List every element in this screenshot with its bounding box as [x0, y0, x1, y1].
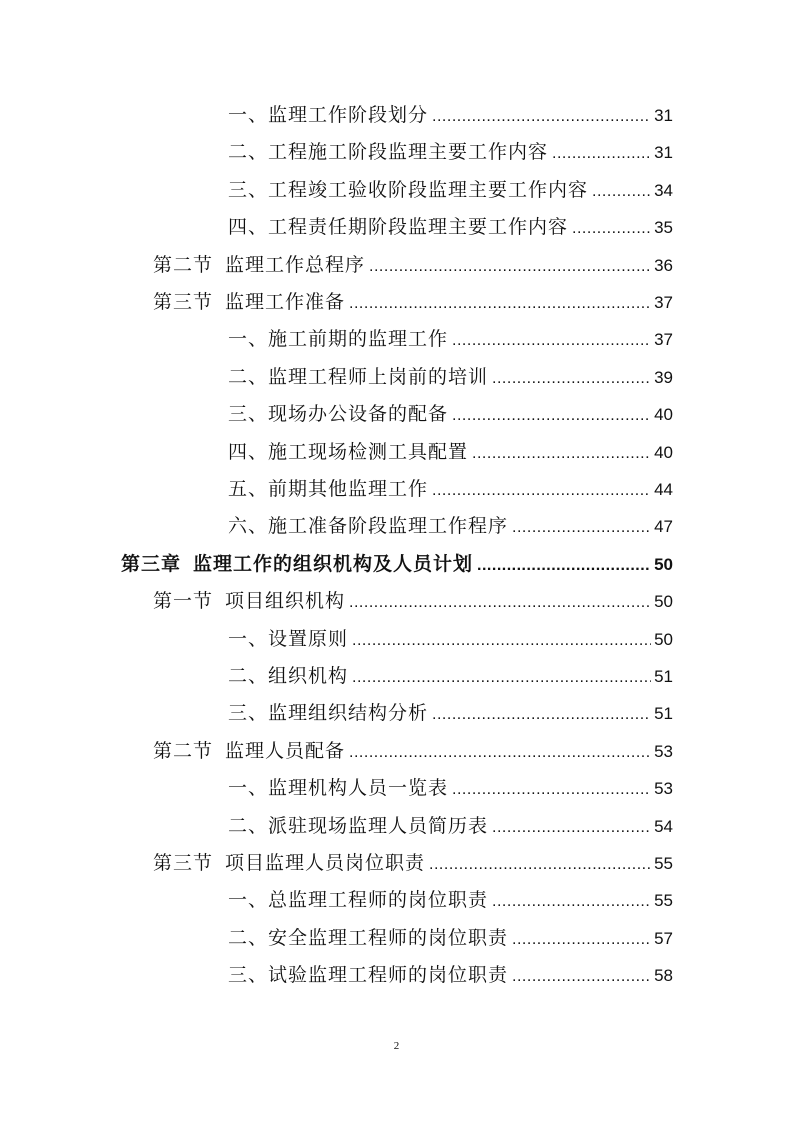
toc-leader-dots	[432, 476, 651, 506]
toc-entry[interactable]	[228, 885, 673, 915]
toc-entry-page: 53	[654, 742, 673, 761]
toc-leader-dots	[452, 401, 651, 431]
toc-entry[interactable]	[228, 175, 673, 205]
toc-entry[interactable]	[153, 586, 673, 616]
toc-entry[interactable]	[228, 923, 673, 953]
toc-leader-dots	[472, 439, 651, 469]
toc-entry-page: 55	[654, 891, 673, 910]
toc-entry-number: 三、	[228, 702, 269, 724]
toc-entry-text: 施工前期的监理工作	[268, 328, 449, 350]
toc-entry-number: 一、	[228, 328, 269, 350]
page-number: 2	[393, 1040, 400, 1052]
toc-entry[interactable]	[228, 773, 673, 803]
toc-entry-text: 施工现场检测工具配置	[268, 441, 469, 463]
toc-entry-number: 一、	[228, 889, 269, 911]
toc-entry-page: 36	[654, 256, 673, 275]
toc-leader-dots	[592, 177, 651, 207]
toc-entry-number: 一、	[228, 104, 269, 126]
toc-entry-text: 组织机构	[268, 665, 349, 687]
toc-leader-dots	[492, 813, 651, 843]
toc-entry-text: 派驻现场监理人员简历表	[268, 815, 489, 837]
toc-entry-title	[228, 511, 508, 541]
toc-leader-dots	[352, 626, 651, 656]
toc-leader-dots	[432, 700, 651, 730]
toc-leader-dots	[349, 289, 651, 319]
toc-entry-number: 二、	[228, 366, 269, 388]
toc-entry-number: 三、	[228, 964, 269, 986]
toc-entry-number: 一、	[228, 777, 269, 799]
toc-leader-dots	[349, 588, 651, 618]
toc-leader-dots	[429, 850, 651, 880]
toc-entry[interactable]	[228, 324, 673, 354]
toc-entry-number: 第三节	[153, 852, 214, 874]
toc-entry-title	[228, 698, 428, 728]
toc-entry[interactable]	[228, 511, 673, 541]
toc-entry-text: 总监理工程师的岗位职责	[268, 889, 489, 911]
toc-entry-text: 监理工作准备	[225, 291, 346, 313]
toc-leader-dots	[452, 326, 651, 356]
toc-entry-number: 二、	[228, 665, 269, 687]
toc-entry[interactable]	[153, 250, 673, 280]
toc-entry-text: 安全监理工程师的岗位职责	[268, 927, 509, 949]
toc-entry-page: 31	[654, 106, 673, 125]
toc-entry-text: 监理人员配备	[225, 740, 346, 762]
toc-entry-text: 监理工作总程序	[225, 254, 366, 276]
toc-entry-title	[228, 212, 568, 242]
toc-entry-number: 六、	[228, 515, 269, 537]
toc-entry-title	[228, 923, 508, 953]
toc-leader-dots	[477, 551, 651, 581]
toc-entry-page: 31	[654, 143, 673, 162]
toc-entry-page: 40	[654, 405, 673, 424]
toc-entry-page: 58	[654, 966, 673, 985]
toc-entry-number: 五、	[228, 478, 269, 500]
toc-entry-page: 37	[654, 293, 673, 312]
toc-entry[interactable]	[228, 624, 673, 654]
toc-entry-title	[153, 586, 345, 616]
toc-entry-text: 项目监理人员岗位职责	[225, 852, 426, 874]
toc-entry-title	[153, 848, 425, 878]
toc-entry-text: 现场办公设备的配备	[268, 403, 449, 425]
toc-entry-page: 51	[654, 667, 673, 686]
toc-entry-page: 37	[654, 330, 673, 349]
toc-entry-title	[153, 250, 365, 280]
toc-entry[interactable]	[228, 100, 673, 130]
toc-entry-page: 50	[654, 630, 673, 649]
toc-entry-title	[228, 624, 348, 654]
toc-entry-title	[121, 549, 473, 579]
toc-entry-number: 三、	[228, 179, 269, 201]
toc-entry-text: 试验监理工程师的岗位职责	[268, 964, 509, 986]
toc-entry-text: 监理工作阶段划分	[268, 104, 429, 126]
toc-entry-page: 55	[654, 854, 673, 873]
toc-entry[interactable]	[228, 811, 673, 841]
toc-entry-text: 项目组织机构	[225, 590, 346, 612]
toc-leader-dots	[369, 252, 651, 282]
toc-entry-number: 第一节	[153, 590, 214, 612]
toc-entry[interactable]	[228, 698, 673, 728]
toc-entry-title	[228, 960, 508, 990]
toc-entry-number: 四、	[228, 441, 269, 463]
toc-leader-dots	[452, 775, 651, 805]
toc-entry-text: 监理工程师上岗前的培训	[268, 366, 489, 388]
toc-entry-text: 设置原则	[268, 628, 349, 650]
toc-entry[interactable]	[228, 212, 673, 242]
toc-entry-title	[153, 736, 345, 766]
toc-entry-number: 一、	[228, 628, 269, 650]
toc-entry-number: 二、	[228, 815, 269, 837]
toc-entry-number: 二、	[228, 927, 269, 949]
toc-entry[interactable]	[228, 437, 673, 467]
toc-entry-page: 53	[654, 779, 673, 798]
toc-entry-page: 35	[654, 218, 673, 237]
toc-entry[interactable]	[228, 137, 673, 167]
toc-entry-number: 第二节	[153, 254, 214, 276]
toc-entry-text: 工程责任期阶段监理主要工作内容	[268, 216, 569, 238]
toc-leader-dots	[552, 139, 651, 169]
toc-entry-number: 第二节	[153, 740, 214, 762]
toc-entry[interactable]	[121, 549, 673, 579]
toc-entry-number: 第三节	[153, 291, 214, 313]
toc-leader-dots	[512, 962, 651, 992]
toc-leader-dots	[432, 102, 651, 132]
toc-entry[interactable]	[153, 848, 673, 878]
toc-entry[interactable]	[228, 661, 673, 691]
toc-entry[interactable]	[228, 362, 673, 392]
toc-entry[interactable]	[228, 960, 673, 990]
toc-entry[interactable]	[228, 399, 673, 429]
toc-entry-title	[228, 175, 588, 205]
toc-entry-title	[228, 811, 488, 841]
toc-entry-page: 39	[654, 368, 673, 387]
toc-entry-text: 施工准备阶段监理工作程序	[268, 515, 509, 537]
toc-entry-page: 34	[654, 181, 673, 200]
toc-entry-title	[228, 437, 468, 467]
toc-leader-dots	[512, 513, 651, 543]
toc-entry-page: 50	[654, 555, 673, 574]
toc-entry-title	[228, 362, 488, 392]
toc-entry-number: 第三章	[121, 553, 182, 575]
toc-leader-dots	[349, 738, 651, 768]
toc-entry-number: 三、	[228, 403, 269, 425]
toc-entry-title	[228, 324, 448, 354]
toc-entry-title	[228, 885, 488, 915]
toc-entry-page: 40	[654, 443, 673, 462]
toc-entry-title	[228, 773, 448, 803]
toc-leader-dots	[492, 364, 651, 394]
toc-entry-page: 54	[654, 817, 673, 836]
toc-leader-dots	[352, 663, 651, 693]
toc-entry-title	[228, 137, 548, 167]
toc-entry-number: 四、	[228, 216, 269, 238]
toc-entry[interactable]	[153, 287, 673, 317]
toc-entry-title	[228, 399, 448, 429]
toc-entry-title	[228, 474, 428, 504]
toc-entry[interactable]	[153, 736, 673, 766]
toc-leader-dots	[572, 214, 651, 244]
toc-entry-page: 57	[654, 929, 673, 948]
toc-entry-page: 51	[654, 704, 673, 723]
toc-entry-text: 监理组织结构分析	[268, 702, 429, 724]
toc-entry-page: 44	[654, 480, 673, 499]
toc-entry-text: 工程施工阶段监理主要工作内容	[268, 141, 549, 163]
toc-entry-number: 二、	[228, 141, 269, 163]
toc-entry-text: 监理机构人员一览表	[268, 777, 449, 799]
toc-entry-text: 工程竣工验收阶段监理主要工作内容	[268, 179, 589, 201]
toc-entry-title	[228, 100, 428, 130]
toc-entry-page: 47	[654, 517, 673, 536]
toc-leader-dots	[492, 887, 651, 917]
toc-entry-page: 50	[654, 592, 673, 611]
toc-leader-dots	[512, 925, 651, 955]
toc-entry-text: 前期其他监理工作	[268, 478, 429, 500]
toc-entry-text: 监理工作的组织机构及人员计划	[193, 553, 474, 575]
toc-entry-title	[228, 661, 348, 691]
toc-entry[interactable]	[228, 474, 673, 504]
toc-entry-title	[153, 287, 345, 317]
